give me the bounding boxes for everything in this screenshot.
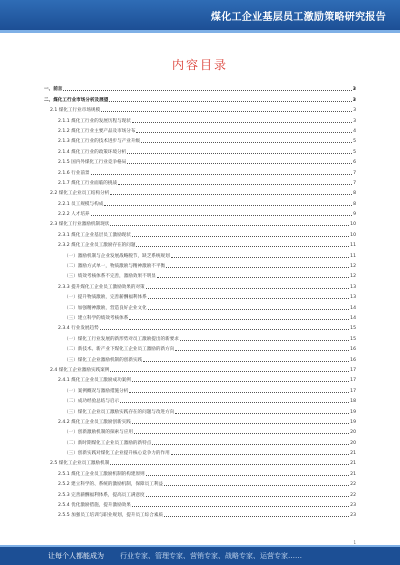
toc-entry-page: 21 [350,471,356,477]
toc-entry-label: 2.4.2 煤化工企业员工激励创新实践 [58,419,131,425]
toc-entry-label: （二）加强精神激励，营造良好企业文化 [64,305,147,311]
toc-entry-page: 23 [350,503,356,509]
toc-entry-label: 2.5.5 加强员工培训与职业规划，提升员工综合素质 [58,513,164,519]
toc-entry[interactable] [44,227,356,237]
toc-entry-label: 2.3 煤化工行业激励机制现状 [50,222,110,228]
toc-entry-label: （一）创新激励机制的探索与应用 [64,430,133,436]
toc-entry-page: 7 [353,170,356,176]
toc-entry-page: 14 [350,305,356,311]
toc-leader-dots [110,371,349,372]
toc-leader-dots [180,340,349,341]
toc-entry[interactable] [44,290,356,300]
toc-entry-label: 2.3.1 煤化工企业基层员工激励现状 [58,232,131,238]
toc-leader-dots [127,163,352,164]
toc-leader-dots [143,361,349,362]
toc-entry-page: 8 [353,191,356,197]
toc-entry-label: （一）激励机制与企业发展战略脱节，缺乏系统规划 [64,253,170,259]
toc-entry-label: 2.1.7 煤化工行业面临的挑战 [58,180,118,186]
toc-entry-label: 2.3.2 煤化工企业员工激励存在的问题 [58,243,136,249]
toc-entry-label: 2.2 煤化工企业员工结构分析 [50,191,110,197]
toc-entry-label: 2.1 煤化工行业市场规模 [50,108,101,114]
toc-entry-label: （三）创新实践对煤化工企业提升核心竞争力的作用 [64,451,170,457]
toc-entry-page: 16 [350,357,356,363]
toc-leader-dots [175,350,349,351]
toc-entry[interactable] [44,404,356,414]
toc-leader-dots [104,205,352,206]
toc-entry[interactable] [44,259,356,269]
toc-leader-dots [132,122,352,123]
toc-entry-page: 22 [350,492,356,498]
toc-entry-label: （二）新时期煤化工企业员工激励的新特点 [64,440,152,446]
toc-entry-page: 22 [350,482,356,488]
toc-entry-page: 8 [353,201,356,207]
toc-entry[interactable] [44,415,356,425]
toc-entry-label: 2.3.3 提升煤化工企业员工激励效果的对策 [58,284,145,290]
toc-entry-label: （一）煤化工行业发展的新形势对员工激励提出的新要求 [64,336,179,342]
toc-entry-label: （三）绩效考核体系不完善，激励效果不明显 [64,274,156,280]
toc-leader-dots [132,423,349,424]
toc-entry-page: 14 [350,315,356,321]
toc-entry-page: 12 [350,274,356,280]
toc-entry[interactable] [44,446,356,456]
toc-entry-page: 5 [353,139,356,145]
footer-tagline: 行业专家、管理专家、营销专家、战略专家、运营专家…… [120,552,302,560]
toc-entry[interactable] [44,113,356,123]
toc-entry-page: 21 [350,461,356,467]
toc-leader-dots [134,433,349,434]
toc-entry-page: 19 [350,419,356,425]
toc-entry[interactable] [44,176,356,186]
toc-leader-dots [148,298,349,299]
table-of-contents [44,82,356,518]
toc-entry-label: 一、前言 [44,87,63,93]
toc-entry[interactable] [44,331,356,341]
toc-entry-label: （一）提升物质激励，完善薪酬福利体系 [64,295,147,301]
toc-entry-page: 3 [353,118,356,124]
toc-entry-page: 13 [350,295,356,301]
toc-entry[interactable] [44,394,356,404]
toc-entry-label: 2.1.4 煤化工行业的政策环境分析 [58,149,127,155]
toc-entry-page: 15 [350,336,356,342]
toc-entry-page: 11 [350,243,356,249]
toc-entry[interactable] [44,300,356,310]
toc-entry-page: 18 [350,399,356,405]
toc-entry[interactable] [44,155,356,165]
toc-entry[interactable] [44,508,356,518]
toc-entry[interactable] [44,279,356,289]
toc-entry-label: 二、煤化工行业市场分析及展望 [44,97,109,103]
toc-entry-label: 2.5.3 完善薪酬福利体系，提高员工满意度 [58,492,145,498]
toc-entry-label: 2.1.6 行业前景 [58,170,90,176]
toc-leader-dots [118,184,352,185]
toc-leader-dots [171,454,349,455]
toc-entry[interactable] [44,342,356,352]
toc-leader-dots [100,329,349,330]
toc-leader-dots [136,132,352,133]
toc-entry-label: 2.4 煤化工企业激励实践案例 [50,367,110,373]
toc-entry-label: （二）成功经验总结与启示 [64,399,120,405]
toc-entry-label: （三）煤化工企业激励机制的创新实践 [64,357,143,363]
toc-leader-dots [109,101,351,102]
toc-entry[interactable] [44,248,356,258]
toc-entry[interactable] [44,373,356,383]
toc-entry-label: （一）案例概况与激励措施分析 [64,388,129,394]
toc-entry-label: 2.5.2 建立科学的、系统的激励机制，保障员工利益 [58,482,164,488]
toc-leader-dots [171,257,349,258]
report-title: 煤化工企业基层员工激励策略研究报告 [210,12,386,23]
toc-entry-label: 2.1.2 煤化工行业主要产品及市场分布 [58,128,136,134]
toc-entry-page: 17 [350,378,356,384]
toc-leader-dots [164,516,349,517]
toc-entry[interactable] [44,186,356,196]
toc-entry[interactable] [44,144,356,154]
toc-entry-label: 2.3.4 行业发展趋势 [58,326,99,332]
toc-entry-page: 3 [352,97,356,103]
toc-entry[interactable] [44,269,356,279]
toc-leader-dots [164,485,349,486]
toc-entry[interactable] [44,498,356,508]
toc-leader-dots [146,496,349,497]
toc-entry-label: 2.1.3 煤化工行业的技术进步与产业升级 [58,139,141,145]
toc-leader-dots [127,153,352,154]
toc-entry[interactable] [44,134,356,144]
toc-leader-dots [91,215,353,216]
toc-heading: 内容目录 [171,58,228,72]
toc-entry[interactable] [44,165,356,175]
toc-leader-dots [91,174,353,175]
toc-entry[interactable] [44,82,356,92]
toc-entry[interactable] [44,217,356,227]
toc-entry-page: 3 [353,108,356,114]
toc-entry-page: 7 [353,180,356,186]
toc-leader-dots [157,277,349,278]
toc-leader-dots [146,475,349,476]
toc-leader-dots [110,225,349,226]
toc-entry-page: 15 [350,326,356,332]
toc-entry-page: 21 [350,451,356,457]
toc-entry[interactable] [44,363,356,373]
toc-leader-dots [148,309,349,310]
toc-entry[interactable] [44,92,356,102]
toc-leader-dots [146,288,349,289]
toc-entry-page: 20 [350,440,356,446]
toc-entry-page: 3 [352,87,356,93]
toc-entry-page: 12 [350,264,356,270]
toc-entry[interactable] [44,311,356,321]
toc-leader-dots [136,246,349,247]
toc-entry-page: 17 [350,388,356,394]
toc-entry-label: 2.5 煤化工企业员工激励机制 [50,461,110,467]
toc-leader-dots [129,392,349,393]
toc-leader-dots [152,444,349,445]
toc-entry[interactable] [44,383,356,393]
toc-leader-dots [129,319,349,320]
toc-entry-page: 20 [350,430,356,436]
toc-entry[interactable] [44,103,356,113]
toc-entry-page: 13 [350,284,356,290]
toc-entry-label: 2.1.1 煤化工行业的发展历程与现状 [58,118,131,124]
toc-leader-dots [175,413,349,414]
toc-entry-page: 10 [350,232,356,238]
toc-entry-label: （三）煤化工企业员工激励实践存在的问题与改进方向 [64,409,175,415]
toc-entry[interactable] [44,477,356,487]
toc-entry-label: （二）激励方式单一，物质激励与精神激励不平衡 [64,264,166,270]
toc-entry-page: 9 [353,212,356,218]
toc-entry[interactable] [44,466,356,476]
footer-slogan: 让每个人都能成为 [48,552,104,560]
toc-entry-label: （二）新技术、新产业下煤化工企业员工激励的新方向 [64,347,175,353]
page-footer [0,547,400,565]
toc-entry-page: 5 [353,149,356,155]
toc-entry[interactable] [44,425,356,435]
toc-leader-dots [110,194,352,195]
toc-leader-dots [101,111,352,112]
toc-leader-dots [141,142,352,143]
toc-entry[interactable] [44,321,356,331]
toc-leader-dots [63,90,351,91]
toc-entry[interactable] [44,487,356,497]
toc-entry[interactable] [44,352,356,362]
toc-entry[interactable] [44,124,356,134]
toc-entry-label: （三）建立科学的绩效考核体系 [64,315,129,321]
toc-entry[interactable] [44,456,356,466]
toc-entry-label: 2.4.1 煤化工企业员工激励成功案例 [58,378,131,384]
toc-entry[interactable] [44,196,356,206]
page-header [0,0,400,30]
toc-leader-dots [132,236,349,237]
toc-entry-page: 17 [350,367,356,373]
toc-entry[interactable] [44,435,356,445]
toc-leader-dots [120,402,349,403]
toc-leader-dots [132,506,349,507]
toc-entry-page: 10 [350,222,356,228]
toc-entry-page: 4 [353,128,356,134]
toc-entry-label: 2.1.5 国内外煤化工行业竞争格局 [58,160,127,166]
toc-entry-label: 2.2.2 人才培养 [58,212,90,218]
toc-leader-dots [110,464,349,465]
toc-entry-label: 2.5.4 优化激励措施，提升激励效果 [58,503,131,509]
toc-leader-dots [166,267,349,268]
toc-entry-label: 2.5.1 煤化工企业员工激励机制的构建原则 [58,471,145,477]
toc-leader-dots [132,381,349,382]
toc-entry-label: 2.2.1 员工规模与构成 [58,201,104,207]
toc-entry[interactable] [44,207,356,217]
toc-entry-page: 19 [350,409,356,415]
toc-entry-page: 23 [350,513,356,519]
toc-entry-page: 6 [353,160,356,166]
toc-entry[interactable] [44,238,356,248]
page-number: 1 [353,540,356,545]
toc-entry-page: 16 [350,347,356,353]
toc-entry-page: 11 [350,253,356,259]
